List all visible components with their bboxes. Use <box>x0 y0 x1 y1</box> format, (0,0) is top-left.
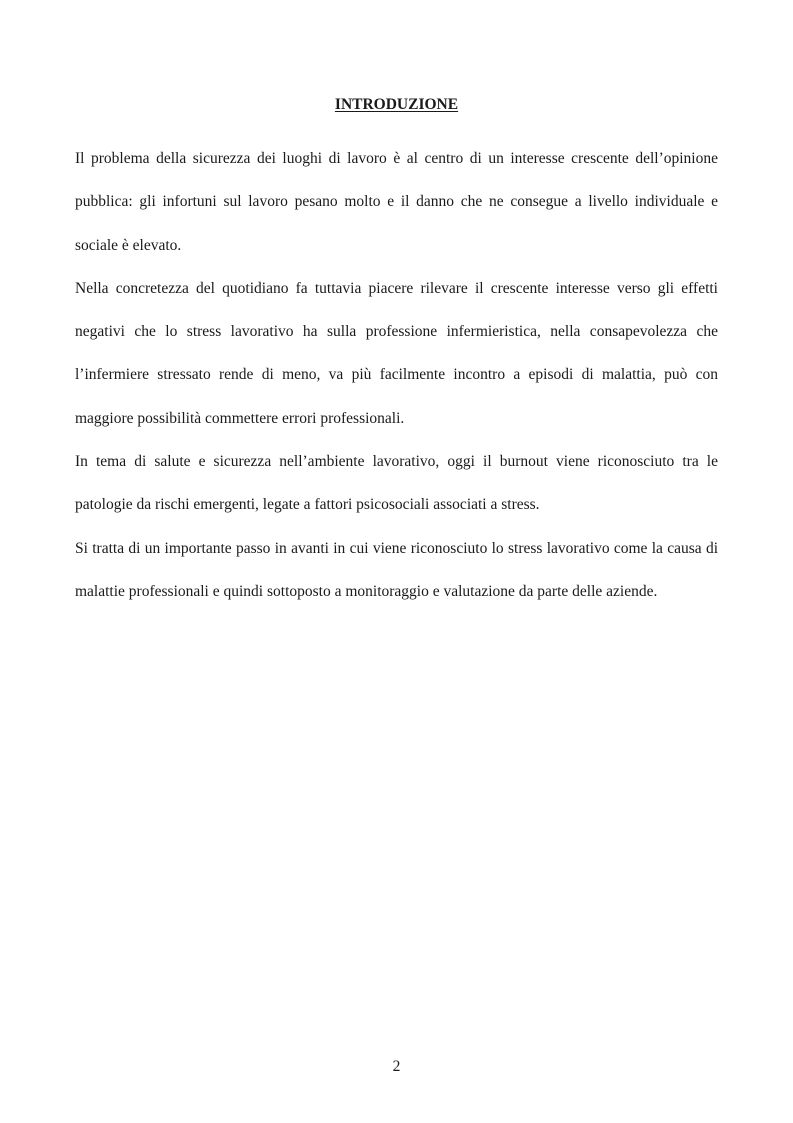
paragraph-2: Nella concretezza del quotidiano fa tuttavia piacere rilevare il crescente interesse verso gli effetti negativi che lo stress lavorativo ha sulla professione infermieristica, nella consapevolezza che l’infermiere stressato rende di meno, va più facilmente incontro a episodi di malattia, può con maggiore possibilità commettere errori professionali. <box>75 279 718 427</box>
section-title: INTRODUZIONE <box>334 96 459 113</box>
page-number: 2 <box>392 1058 401 1075</box>
paragraph-3: In tema di salute e sicurezza nell’ambiente lavorativo, oggi il burnout viene riconosciuto tra le patologie da rischi emergenti, legate a fattori psicosociali associati a stress. <box>75 453 718 514</box>
paragraph-1: Il problema della sicurezza dei luoghi di lavoro è al centro di un interesse crescente dell’opinione pubblica: gli infortuni sul lavoro pesano molto e il danno che ne consegue a livello individuale e sociale è elevato. <box>75 150 718 254</box>
body-text <box>75 137 718 613</box>
paragraph-4: Si tratta di un importante passo in avanti in cui viene riconosciuto lo stress lavorativo come la causa di malattie professionali e quindi sottoposto a monitoraggio e valutazione da parte delle aziende. <box>75 539 718 600</box>
